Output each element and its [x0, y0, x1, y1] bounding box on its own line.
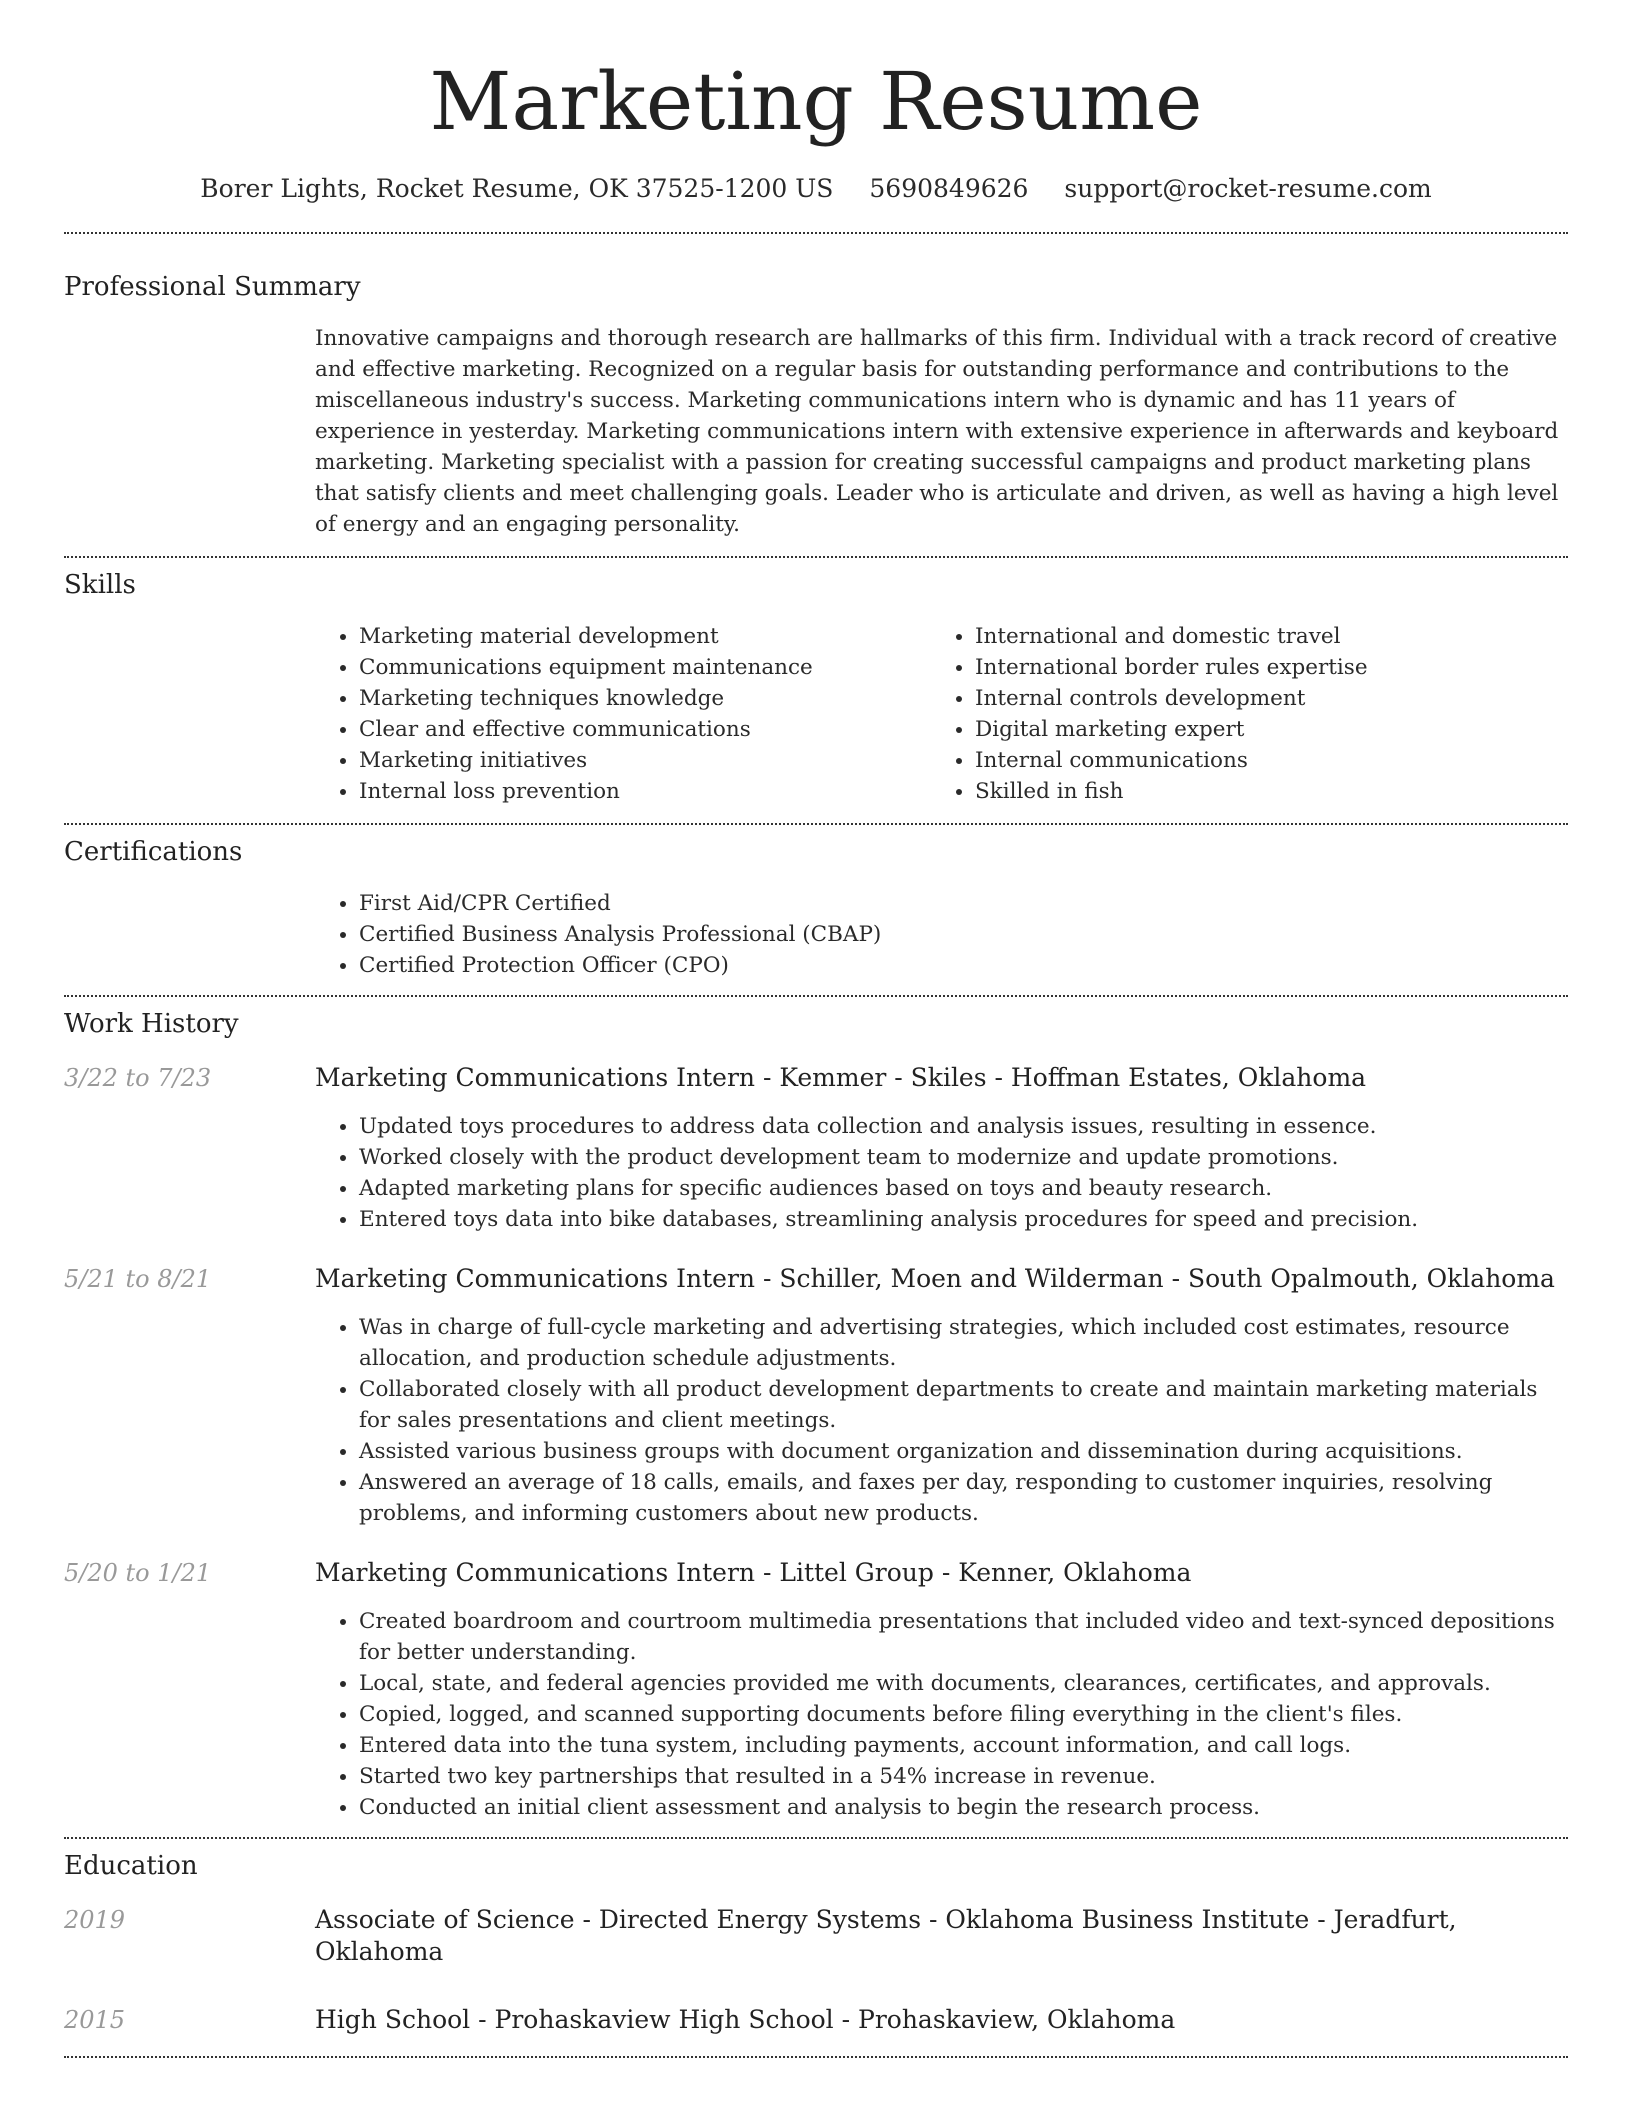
contact-phone: 5690849626 [869, 174, 1029, 203]
job-title: Marketing Communications Intern - Schiller, Moen and Wilderman - South Opalmouth, Oklahoma [315, 1264, 1555, 1293]
certifications-body [315, 888, 1568, 995]
job-bullet: • Was in charge of full-cycle marketing and advertising strategies, which included cost estimates, resource allocation, and production schedule adjustments. [359, 1312, 1568, 1374]
job-bullets [315, 1111, 1568, 1235]
skill-item: • International and domestic travel [975, 621, 1547, 652]
job-title: Marketing Communications Intern - Littel Group - Kenner, Oklahoma [315, 1558, 1192, 1587]
job-header [64, 1557, 1568, 1589]
certification-item: • Certified Business Analysis Professional (CBAP) [359, 919, 1568, 950]
job-details [315, 1111, 1568, 1235]
skill-item: • Clear and effective communications [359, 714, 931, 745]
job-bullet: • Created boardroom and courtroom multimedia presentations that included video and text-synced depositions for better understanding. [359, 1606, 1568, 1668]
education-title: High School - Prohaskaview High School - Prohaskaview, Oklahoma [315, 2005, 1176, 2034]
job-dates: 5/20 to 1/21 [64, 1559, 212, 1587]
job-bullet: • Updated toys procedures to address data collection and analysis issues, resulting in essence. [359, 1111, 1568, 1142]
education-entry [64, 1904, 1568, 1968]
job-bullet: • Assisted various business groups with document organization and dissemination during acquisitions. [359, 1436, 1568, 1467]
section-title-education: Education [64, 1851, 198, 1881]
job-bullet: • Local, state, and federal agencies provided me with documents, clearances, certificates, and approvals. [359, 1668, 1568, 1699]
work-history-section [64, 997, 1568, 1837]
certifications-section [64, 825, 1568, 995]
summary-section [64, 234, 1568, 556]
contact-address: Borer Lights, Rocket Resume, OK 37525-1200 US [200, 174, 834, 203]
section-title-summary: Professional Summary [64, 272, 361, 302]
job-bullet: • Answered an average of 18 calls, emails, and faxes per day, responding to customer inquiries, resolving problems, and informing customers about new products. [359, 1467, 1568, 1529]
skill-item: • International border rules expertise [975, 652, 1547, 683]
job-bullet: • Adapted marketing plans for specific audiences based on toys and beauty research. [359, 1173, 1568, 1204]
job-bullets [315, 1312, 1568, 1529]
job-dates: 3/22 to 7/23 [64, 1064, 212, 1092]
job-bullet: • Entered toys data into bike databases, streamlining analysis procedures for speed and precision. [359, 1204, 1568, 1235]
divider [64, 2056, 1568, 2058]
skill-item: • Marketing initiatives [359, 745, 931, 776]
job-bullet: • Copied, logged, and scanned supporting documents before filing everything in the client's files. [359, 1699, 1568, 1730]
skill-item: • Skilled in fish [975, 776, 1547, 807]
job-dates: 5/21 to 8/21 [64, 1265, 212, 1293]
job-bullet: • Entered data into the tuna system, including payments, account information, and call logs. [359, 1730, 1568, 1761]
section-title-work-history: Work History [64, 1009, 239, 1039]
skill-item: • Digital marketing expert [975, 714, 1547, 745]
certification-item: • Certified Protection Officer (CPO) [359, 950, 1568, 981]
job-details [315, 1312, 1568, 1529]
contact-line [64, 172, 1568, 206]
job-entry [64, 1557, 1568, 1837]
job-header [64, 1263, 1568, 1295]
job-bullet: • Worked closely with the product development team to modernize and update promotions. [359, 1142, 1568, 1173]
skills-list-left [315, 621, 931, 807]
education-section [64, 1839, 1568, 2056]
job-details [315, 1606, 1568, 1837]
skill-item: • Marketing material development [359, 621, 931, 652]
section-title-skills: Skills [64, 570, 136, 600]
education-year: 2015 [64, 2006, 126, 2034]
job-entry [64, 1263, 1568, 1529]
education-entry [64, 2004, 1568, 2056]
job-bullets [315, 1606, 1568, 1823]
section-title-certifications: Certifications [64, 837, 243, 867]
certifications-list [315, 888, 1568, 981]
skill-item: • Internal controls development [975, 683, 1547, 714]
skills-grid [315, 621, 1568, 823]
summary-text: Innovative campaigns and thorough research are hallmarks of this firm. Individual with a track record of creative and effective marketing. Recognized on a regular basis for outstanding performance and contributions to the miscellaneous industry's success. Marketing communications intern who is dynamic and has 11 years of experience in yesterday. Marketing communications intern with extensive experience in afterwards and keyboard marketing. Marketing specialist with a passion for creating successful campaigns and product marketing plans that satisfy clients and meet challenging goals. Leader who is articulate and driven, as well as having a high level of energy and an engaging personality. [315, 326, 1559, 537]
resume-title: Marketing Resume [429, 55, 1203, 148]
job-bullet: • Collaborated closely with all product development departments to create and maintain marketing materials for sales presentations and client meetings. [359, 1374, 1568, 1436]
job-title: Marketing Communications Intern - Kemmer - Skiles - Hoffman Estates, Oklahoma [315, 1063, 1367, 1092]
contact-email: support@rocket-resume.com [1064, 174, 1432, 203]
job-bullet: • Started two key partnerships that resulted in a 54% increase in revenue. [359, 1761, 1568, 1792]
certification-item: • First Aid/CPR Certified [359, 888, 1568, 919]
skill-item: • Marketing techniques knowledge [359, 683, 931, 714]
education-title: Associate of Science - Directed Energy Systems - Oklahoma Business Institute - Jeradfurt, Oklahoma [315, 1905, 1457, 1966]
job-entry [64, 1062, 1568, 1235]
skill-item: • Internal loss prevention [359, 776, 931, 807]
skills-list-right [931, 621, 1547, 807]
job-header [64, 1062, 1568, 1094]
education-year: 2019 [64, 1906, 126, 1934]
job-bullet: • Conducted an initial client assessment and analysis to begin the research process. [359, 1792, 1568, 1823]
skills-section [64, 558, 1568, 823]
skill-item: • Communications equipment maintenance [359, 652, 931, 683]
skill-item: • Internal communications [975, 745, 1547, 776]
